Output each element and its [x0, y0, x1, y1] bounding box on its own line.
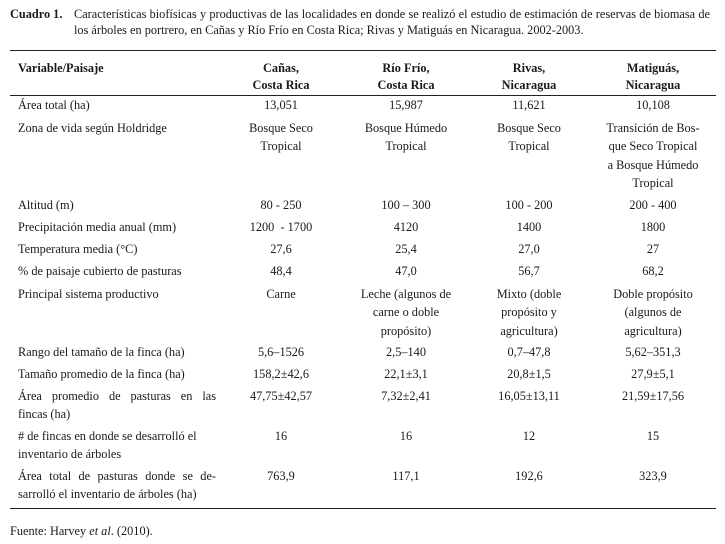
- table-bottom-rule: [10, 508, 716, 509]
- cell-canas: 27,6: [270, 242, 292, 256]
- cell-matiguas: Transición de Bos- que Seco Tropical a Bosque Húmedo Tropical: [606, 121, 700, 191]
- cell-rio-frio: 16: [399, 429, 413, 443]
- header-column: Cañas, Costa Rica: [252, 61, 310, 92]
- source-note: Fuente: Harvey et al. (2010).: [10, 524, 153, 538]
- row-variable: Zona de vida según Holdridge: [18, 121, 167, 135]
- cell-rivas: 1400: [516, 220, 542, 234]
- cell-rio-frio: 117,1: [392, 469, 420, 483]
- row-variable: Área total (ha): [18, 98, 90, 112]
- cell-matiguas: 323,9: [639, 469, 667, 483]
- row-variable: Altitud (m): [18, 198, 74, 212]
- row-variable: Precipitación media anual (mm): [18, 220, 177, 234]
- cell-rivas: 27,0: [518, 242, 540, 256]
- cell-rivas: 16,05±13,11: [498, 389, 560, 403]
- cell-matiguas: 200 - 400: [629, 198, 677, 212]
- cell-canas: 158,2±42,6: [253, 367, 309, 381]
- cell-rio-frio: 47,0: [395, 264, 417, 278]
- caption-label: Cuadro 1.: [10, 7, 63, 21]
- cell-matiguas: 27,9±5,1: [631, 367, 675, 381]
- row-variable: # de fincas en donde se desarrolló el inventario de árboles: [18, 429, 197, 462]
- cell-matiguas: 27: [646, 242, 660, 256]
- cell-rio-frio: 2,5–140: [386, 345, 426, 359]
- cell-canas: 1200 - 1700: [249, 220, 313, 234]
- cell-rio-frio: Bosque Húmedo Tropical: [364, 121, 448, 154]
- cell-rio-frio: 25,4: [395, 242, 417, 256]
- header-variable: Variable/Paisaje: [18, 61, 104, 75]
- cell-canas: 48,4: [270, 264, 292, 278]
- cell-matiguas: 5,62–351,3: [625, 345, 681, 359]
- table-top-rule: [10, 50, 716, 51]
- cell-canas: 16: [274, 429, 288, 443]
- cell-rivas: 0,7–47,8: [507, 345, 551, 359]
- cell-rio-frio: 4120: [393, 220, 419, 234]
- cell-rivas: 11,621: [512, 98, 546, 112]
- cell-matiguas: 10,108: [636, 98, 670, 112]
- cell-rivas: 12: [522, 429, 536, 443]
- cell-matiguas: Doble propósito (algunos de agricultura): [613, 287, 693, 338]
- table-caption: [10, 6, 710, 38]
- cell-rivas: 56,7: [518, 264, 540, 278]
- row-variable: % de paisaje cubierto de pasturas: [18, 264, 182, 278]
- cell-canas: 80 - 250: [260, 198, 302, 212]
- cell-rivas: Mixto (doble propósito y agricultura): [496, 287, 562, 338]
- header-column: Matiguás, Nicaragua: [625, 61, 681, 92]
- cell-rio-frio: 100 – 300: [381, 198, 431, 212]
- cell-canas: 13,051: [264, 98, 298, 112]
- cell-canas: 47,75±42,57: [249, 389, 313, 403]
- cell-canas: Bosque Seco Tropical: [249, 121, 313, 154]
- cell-canas: Carne: [266, 287, 296, 301]
- cell-rio-frio: 15,987: [389, 98, 423, 112]
- cell-rio-frio: 22,1±3,1: [384, 367, 428, 381]
- cell-matiguas: 15: [646, 429, 660, 443]
- cell-matiguas: 68,2: [642, 264, 664, 278]
- cell-matiguas: 1800: [640, 220, 666, 234]
- row-variable: Principal sistema productivo: [18, 287, 159, 301]
- cell-canas: 5,6–1526: [257, 345, 305, 359]
- cell-rivas: 192,6: [515, 469, 543, 483]
- cell-rivas: Bosque Seco Tropical: [497, 121, 561, 154]
- caption-text: Características biofísicas y productivas de las localidades en donde se realizó el estudio de estimación de reservas de biomasa de los árboles en portrero, en Cañas y Río Frío en Costa Rica; Rivas y Matiguás en Nicaragua. 2002-2003.: [74, 7, 710, 37]
- cell-rio-frio: Leche (algunos de carne o doble propósito): [360, 287, 452, 338]
- row-variable: Rango del tamaño de la finca (ha): [18, 345, 185, 359]
- header-column: Rivas, Nicaragua: [501, 61, 557, 92]
- cell-rivas: 20,8±1,5: [507, 367, 551, 381]
- cell-matiguas: 21,59±17,56: [621, 389, 685, 403]
- cell-rio-frio: 7,32±2,41: [381, 389, 431, 403]
- cell-rivas: 100 - 200: [505, 198, 553, 212]
- row-variable: Área promedio de pasturas en las fincas (ha): [18, 389, 216, 422]
- row-variable: Tamaño promedio de la finca (ha): [18, 367, 185, 381]
- cell-canas: 763,9: [267, 469, 295, 483]
- row-variable: Temperatura media (°C): [18, 242, 138, 256]
- header-column: Río Frío, Costa Rica: [377, 61, 435, 92]
- row-variable: Área total de pasturas donde se de- sarrolló el inventario de árboles (ha): [18, 469, 216, 502]
